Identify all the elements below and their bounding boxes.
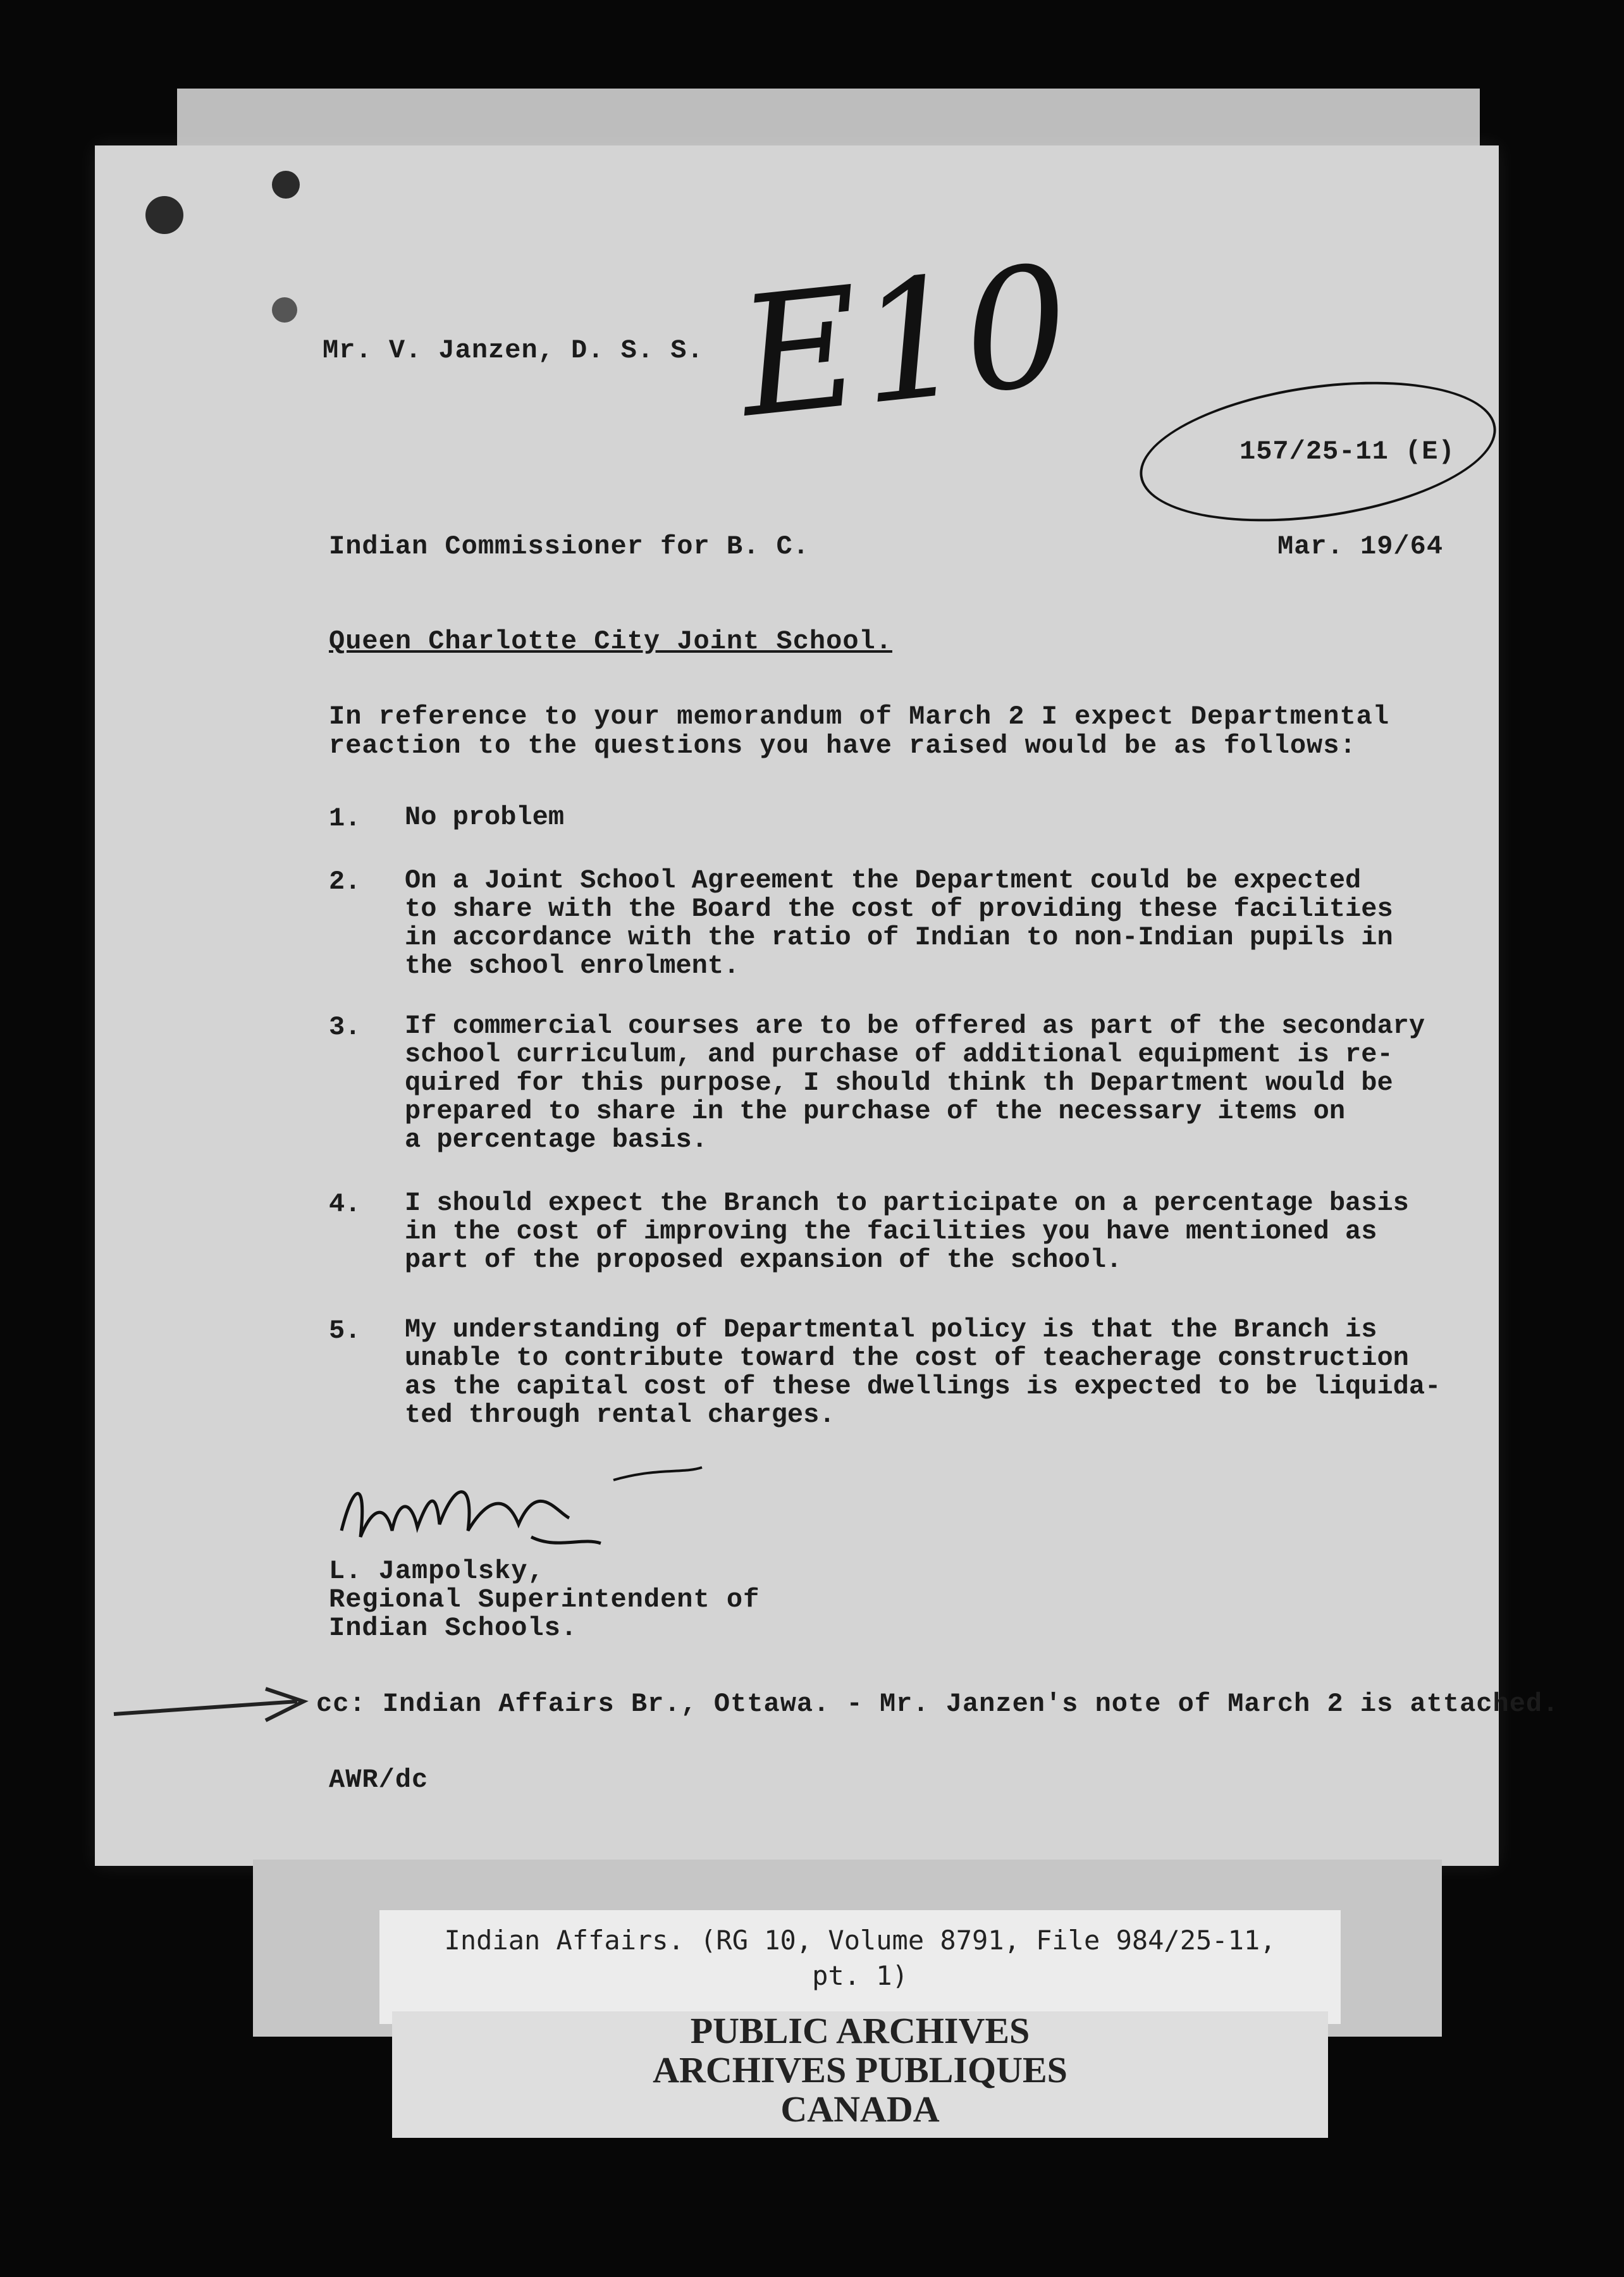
punch-mark (272, 297, 297, 323)
item-text-4: I should expect the Branch to participate on a percentage basis in the cost of improving the facilities you have mentioned as part of the proposed expansion of the school. (405, 1188, 1409, 1275)
memo-page (95, 145, 1559, 1866)
intro-paragraph: In reference to your memorandum of March 2 I expect Departmental reaction to the questions you have raised would be as follows: (329, 701, 1390, 761)
signature-title-1: Regional Superintendent of (329, 1584, 760, 1615)
memo-date: Mar. 19/64 (1277, 531, 1444, 562)
cc-line: cc: Indian Affairs Br., Ottawa. - Mr. Janzen's note of March 2 is attached. (316, 1689, 1559, 1719)
item-number-5: 5. (329, 1316, 361, 1346)
file-mark-handwritten: E10 (730, 230, 1078, 455)
subject-line: Queen Charlotte City Joint School. (329, 626, 892, 657)
archive-reference-line-1: Indian Affairs. (RG 10, Volume 8791, File 984/25-11, (444, 1925, 1276, 1956)
archive-reference-line-2: pt. 1) (812, 1960, 908, 1991)
stamp-line-3: CANADA (780, 2089, 940, 2130)
signature-name: L. Jampolsky, (329, 1556, 544, 1586)
item-number-1: 1. (329, 803, 361, 834)
typist-initials: AWR/dc (329, 1765, 429, 1795)
signature-title-2: Indian Schools. (329, 1613, 578, 1643)
public-archives-stamp (392, 2011, 1328, 2138)
item-text-3: If commercial courses are to be offered as part of the secondary school curriculum, and purchase of additional equipment is re- quired for this purpose, I should think th Department would be prepared to share in the purchase of the necessary items on a percentage basis. (405, 1011, 1425, 1155)
punch-mark (145, 196, 183, 234)
item-text-2: On a Joint School Agreement the Department could be expected to share with the Board the cost of providing these facilities in accordance with the ratio of Indian to non-Indian pupils in the school enrolment. (405, 865, 1393, 981)
file-number: 157/25-11 (E) (1240, 436, 1455, 467)
punch-mark (272, 171, 300, 199)
item-number-4: 4. (329, 1189, 361, 1219)
to-line: Mr. V. Janzen, D. S. S. (323, 335, 704, 366)
arrow-icon (108, 1682, 316, 1733)
archive-reference-label (379, 1910, 1341, 2024)
item-text-1: No problem (405, 802, 565, 832)
item-text-5: My understanding of Departmental policy is that the Branch is unable to contribute toward the cost of teacherage construction as the capital cost of these dwellings is expected to be liquida- ted through rental charges. (405, 1314, 1441, 1430)
stamp-line-1: PUBLIC ARCHIVES (690, 2010, 1030, 2051)
item-number-3: 3. (329, 1012, 361, 1042)
from-line: Indian Commissioner for B. C. (329, 531, 809, 562)
stamp-line-2: ARCHIVES PUBLIQUES (653, 2049, 1067, 2090)
item-number-2: 2. (329, 867, 361, 897)
